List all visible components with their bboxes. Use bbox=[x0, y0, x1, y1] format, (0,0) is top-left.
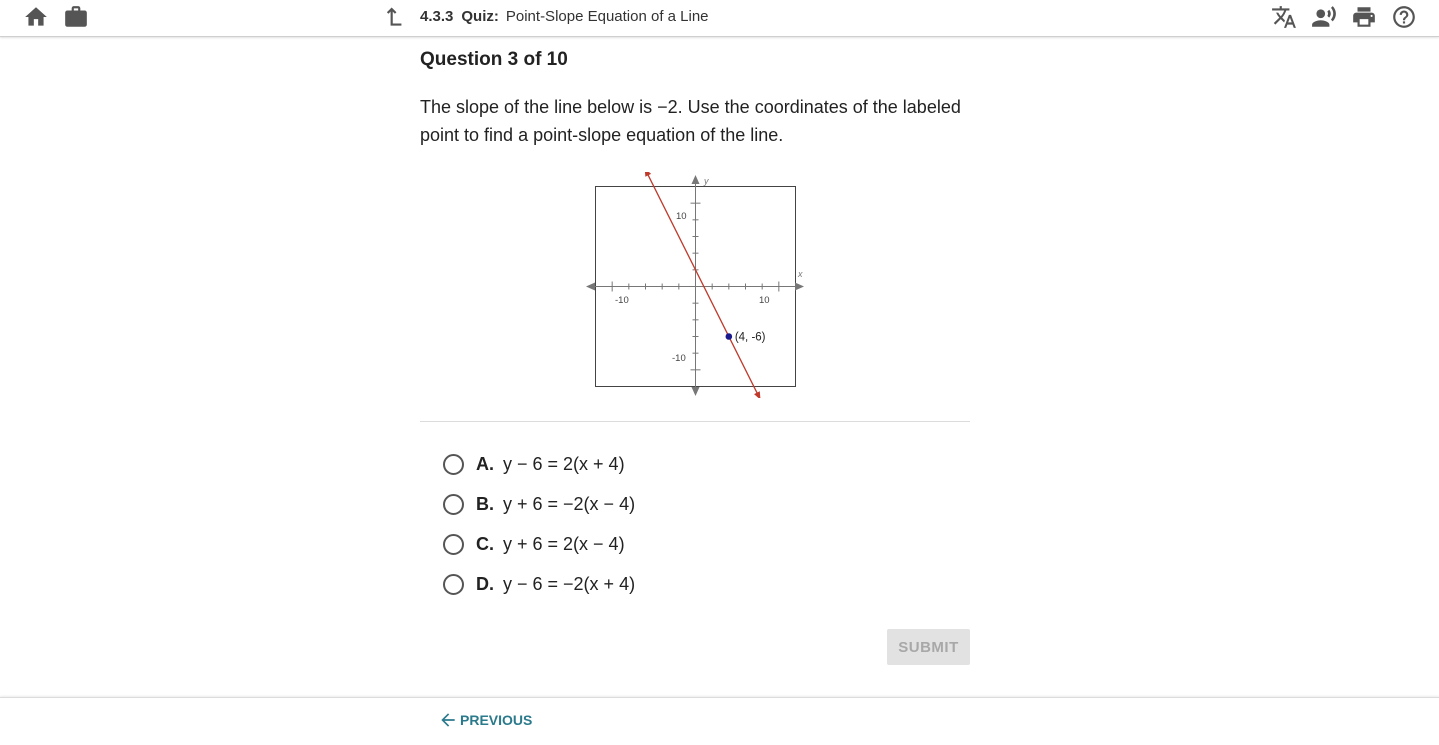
option-equation: y + 6 = −2(x − 4) bbox=[503, 493, 636, 514]
option-c[interactable] bbox=[443, 524, 635, 564]
radio-button[interactable] bbox=[443, 494, 464, 515]
answer-options bbox=[443, 444, 635, 604]
option-letter: C. bbox=[476, 533, 494, 554]
previous-button[interactable] bbox=[438, 710, 532, 730]
arrow-left-icon bbox=[438, 710, 458, 730]
y-tick-label-pos: 10 bbox=[676, 211, 687, 222]
option-equation: y − 6 = −2(x + 4) bbox=[503, 573, 636, 594]
question-prompt: The slope of the line below is −2. Use the coordinates of the labeled point to find a point-slope equation of the line. bbox=[420, 97, 961, 145]
option-b[interactable] bbox=[443, 484, 635, 524]
read-aloud-icon[interactable] bbox=[1311, 4, 1337, 30]
x-axis-arrow-left bbox=[586, 283, 595, 291]
lesson-kind: Quiz: bbox=[461, 8, 499, 25]
option-d[interactable] bbox=[443, 564, 635, 604]
y-axis-arrow-bottom bbox=[692, 387, 700, 396]
y-axis-arrow-top bbox=[692, 175, 700, 184]
point-label: (4, -6) bbox=[734, 331, 766, 344]
print-icon[interactable] bbox=[1351, 4, 1377, 30]
x-axis-label: x bbox=[798, 269, 803, 279]
y-axis-label: y bbox=[704, 176, 709, 186]
x-tick-label-neg: -10 bbox=[615, 295, 629, 306]
top-toolbar bbox=[0, 0, 1439, 37]
divider bbox=[420, 421, 970, 422]
radio-button[interactable] bbox=[443, 574, 464, 595]
option-letter: B. bbox=[476, 493, 494, 514]
option-equation: y + 6 = 2(x − 4) bbox=[503, 533, 625, 554]
help-icon[interactable] bbox=[1391, 4, 1417, 30]
home-icon[interactable] bbox=[23, 4, 49, 30]
option-letter: D. bbox=[476, 573, 494, 594]
lesson-title: Point-Slope Equation of a Line bbox=[505, 8, 709, 25]
radio-button[interactable] bbox=[443, 454, 464, 475]
breadcrumb bbox=[420, 8, 709, 25]
submit-button[interactable]: SUBMIT bbox=[887, 629, 970, 665]
lesson-number: 4.3.3 bbox=[420, 8, 454, 25]
previous-label: PREVIOUS bbox=[460, 712, 533, 728]
briefcase-icon[interactable] bbox=[63, 4, 89, 30]
bottom-bar bbox=[0, 697, 1439, 745]
translate-icon[interactable] bbox=[1271, 4, 1297, 30]
y-tick-label-neg: -10 bbox=[672, 353, 686, 364]
question-title: Question 3 of 10 bbox=[420, 49, 568, 70]
option-equation: y − 6 = 2(x + 4) bbox=[503, 453, 625, 474]
option-a[interactable] bbox=[443, 444, 635, 484]
x-tick-label-pos: 10 bbox=[759, 295, 770, 306]
labeled-point bbox=[726, 333, 733, 340]
option-letter: A. bbox=[476, 453, 494, 474]
back-arrow-icon[interactable] bbox=[383, 4, 409, 30]
coordinate-graph bbox=[583, 172, 807, 398]
x-axis-arrow-right bbox=[795, 283, 804, 291]
radio-button[interactable] bbox=[443, 534, 464, 555]
